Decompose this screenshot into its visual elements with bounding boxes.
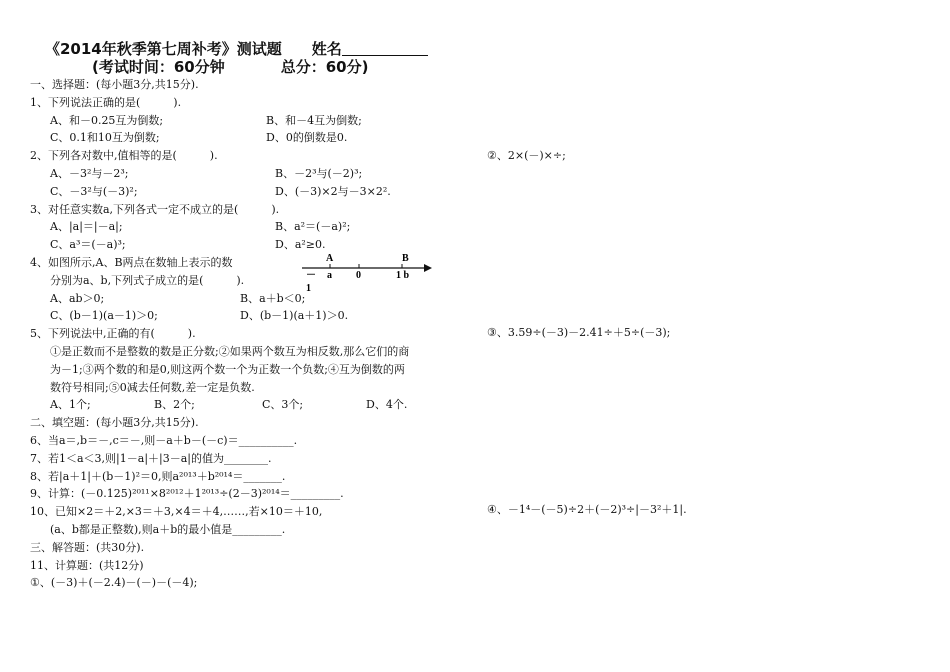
question-2-options-2 — [30, 183, 470, 201]
label-b-point: B — [402, 253, 409, 264]
name-blank[interactable] — [342, 41, 428, 56]
option-b: B、和－4互为倒数; — [266, 113, 362, 127]
label-one-b: 1 b — [396, 270, 410, 281]
question-3: 3、对任意实数a,下列各式一定不成立的是( ). — [30, 202, 280, 216]
question-2-options — [30, 165, 470, 183]
option-b: B、2个; — [154, 398, 195, 412]
question-4-line-2: 分别为a、b,下列式子成立的是( ). — [50, 273, 245, 287]
question-10-line-1: 10、已知×2＝＋2,×3＝＋3,×4＝＋4,……,若×10＝＋10, — [30, 505, 323, 519]
label-a-value: a — [327, 270, 332, 281]
question-6: 6、当a＝,b＝－,c＝－,则－a＋b－(－c)＝__________. — [30, 433, 298, 447]
option-d: D、(b－1)(a＋1)＞0. — [240, 309, 349, 323]
option-b: B、－2³与(－2)³; — [275, 166, 363, 180]
question-5-text-3: 数符号相同;⑤0减去任何数,差一定是负数. — [50, 380, 255, 394]
section-answer-heading: 三、解答题：(共30分). — [30, 540, 145, 554]
question-11-part-4: ④、－1⁴－(－5)÷2＋(－2)³÷|－3²＋1|. — [487, 503, 687, 516]
option-c: C、0.1和10互为倒数; — [50, 131, 160, 145]
option-a: A、ab＞0; — [50, 291, 105, 305]
question-4-options-2 — [30, 307, 470, 325]
section-fill-heading: 二、填空题：(每小题3分,共15分). — [30, 416, 199, 430]
question-5-text-1: ①是正数而不是整数的数是正分数;②如果两个数互为相反数,那么它们的商 — [50, 344, 410, 358]
label-minus: － — [306, 270, 316, 281]
question-5-text-2: 为－1;③两个数的和是0,则这两个数一个为正数一个负数;④互为倒数的两 — [50, 362, 405, 376]
label-a-point: A — [326, 253, 334, 264]
option-d: D、4个. — [366, 398, 408, 412]
number-line-figure — [300, 250, 435, 295]
question-10-line-2: (a、b都是正整数),则a＋b的最小值是_________. — [50, 522, 286, 536]
label-one: 1 — [306, 283, 311, 294]
exam-score: 总分：60分) — [280, 58, 369, 76]
option-d: D、a²≥0. — [275, 238, 326, 252]
question-7: 7、若1＜a＜3,则|1－a|＋|3－a|的值为________. — [30, 451, 272, 465]
exam-subtitle — [92, 56, 368, 77]
question-2: 2、下列各对数中,值相等的是( ). — [30, 149, 218, 163]
question-4-line-1: 4、如图所示,A、B两点在数轴上表示的数 — [30, 255, 233, 269]
option-a: A、1个; — [50, 398, 91, 412]
question-5-options — [30, 396, 470, 414]
question-11-part-3: ③、3.59÷(－3)－2.41÷＋5÷(－3); — [487, 326, 671, 339]
option-b: B、a＋b＜0; — [240, 291, 306, 305]
label-zero: 0 — [356, 270, 361, 281]
question-8: 8、若|a＋1|＋(b－1)²＝0,则a²⁰¹³＋b²⁰¹⁴＝_______. — [30, 469, 286, 483]
question-11-part-1: ①、(－3)＋(－2.4)－(－)－(－4); — [30, 576, 198, 590]
option-a: A、和－0.25互为倒数; — [50, 113, 164, 127]
option-b: B、a²＝(－a)²; — [275, 220, 351, 234]
option-c: C、－3²与(－3)²; — [50, 184, 138, 198]
arrow-right-icon — [424, 264, 432, 272]
question-1-options-2 — [30, 129, 470, 147]
question-9: 9、计算：(－0.125)²⁰¹¹×8²⁰¹²＋1²⁰¹³÷(2－3)²⁰¹⁴＝_________. — [30, 487, 344, 501]
option-c: C、3个; — [262, 398, 304, 412]
option-a: A、|a|＝|－a|; — [50, 220, 123, 234]
question-11-part-2: ②、2×(－)×÷; — [487, 149, 566, 162]
exam-time: (考试时间：60分钟 — [92, 58, 225, 76]
option-a: A、－3²与－2³; — [50, 166, 129, 180]
section-choice-heading: 一、选择题：(每小题3分,共15分). — [30, 78, 199, 91]
option-d: D、(－3)×2与－3×2². — [275, 184, 391, 198]
question-1-options — [30, 112, 470, 130]
option-c: C、a³＝(－a)³; — [50, 238, 126, 252]
title-text: 《2014年秋季第七周补考》测试题 — [45, 40, 282, 58]
question-3-options — [30, 218, 470, 236]
name-label: 姓名 — [311, 40, 342, 58]
question-11: 11、计算题：(共12分) — [30, 558, 144, 572]
option-d: D、0的倒数是0. — [266, 131, 348, 145]
question-5: 5、下列说法中,正确的有( ). — [30, 327, 196, 341]
question-1: 1、下列说法正确的是( ). — [30, 95, 182, 109]
option-c: C、(b－1)(a－1)＞0; — [50, 309, 158, 323]
question-column — [30, 76, 470, 592]
